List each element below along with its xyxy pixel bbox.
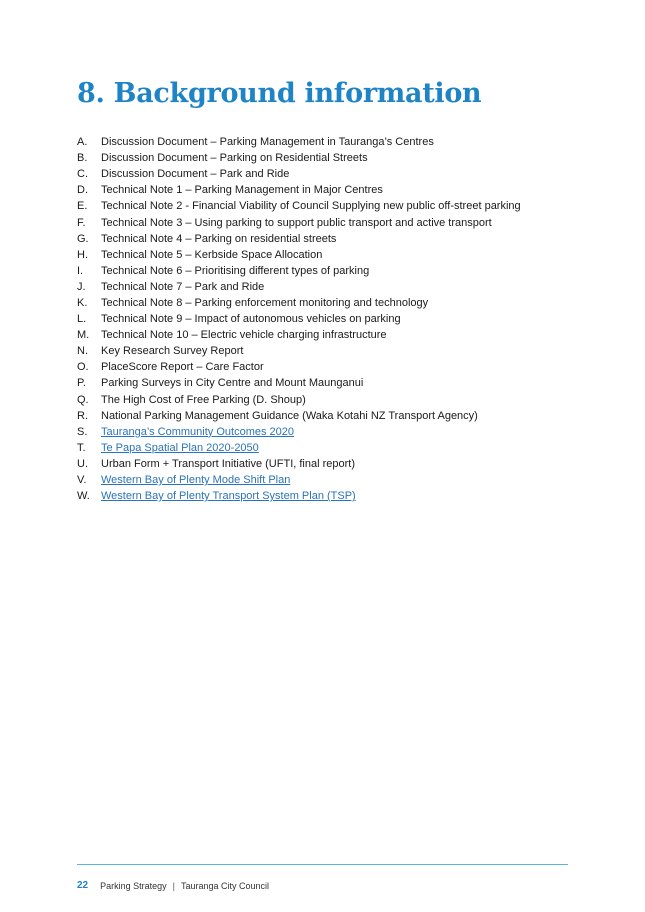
reference-letter: W. bbox=[77, 490, 90, 503]
reference-letter: V. bbox=[77, 474, 87, 487]
reference-letter: C. bbox=[77, 168, 88, 181]
reference-item bbox=[77, 134, 577, 150]
reference-letter: M. bbox=[77, 329, 90, 342]
page-number: 22 bbox=[77, 880, 89, 891]
reference-text: Technical Note 10 – Electric vehicle charging infrastructure bbox=[101, 329, 387, 342]
reference-item bbox=[77, 150, 577, 166]
reference-letter: R. bbox=[77, 409, 88, 422]
footer-document-title: Parking Strategy bbox=[100, 880, 167, 891]
reference-letter: A. bbox=[77, 136, 88, 149]
reference-item bbox=[77, 311, 577, 327]
footer-divider bbox=[77, 864, 568, 865]
reference-link[interactable]: Western Bay of Plenty Transport System Plan (TSP) bbox=[101, 490, 356, 503]
reference-text: Technical Note 5 – Kerbside Space Allocation bbox=[101, 248, 323, 261]
footer-organisation: Tauranga City Council bbox=[181, 880, 270, 891]
reference-letter: L. bbox=[77, 313, 87, 326]
reference-letter: I. bbox=[77, 264, 84, 277]
reference-item bbox=[77, 456, 577, 472]
reference-item bbox=[77, 247, 577, 263]
reference-item bbox=[77, 166, 577, 182]
reference-letter: U. bbox=[77, 457, 88, 470]
reference-letter: J. bbox=[77, 280, 86, 293]
reference-letter: F. bbox=[77, 216, 86, 229]
reference-text: Discussion Document – Parking Management in Tauranga’s Centres bbox=[101, 136, 434, 149]
reference-item bbox=[77, 359, 577, 375]
reference-text: Parking Surveys in City Centre and Mount Maunganui bbox=[101, 377, 364, 390]
reference-letter: O. bbox=[77, 361, 89, 374]
reference-item bbox=[77, 375, 577, 391]
reference-letter: B. bbox=[77, 152, 88, 165]
reference-item bbox=[77, 392, 577, 408]
page-title: 8. Background information bbox=[77, 78, 482, 109]
reference-item bbox=[77, 343, 577, 359]
reference-item bbox=[77, 182, 577, 198]
reference-item bbox=[77, 472, 577, 488]
reference-item bbox=[77, 440, 577, 456]
reference-text: The High Cost of Free Parking (D. Shoup) bbox=[101, 393, 306, 406]
reference-text: Technical Note 7 – Park and Ride bbox=[101, 280, 265, 293]
reference-letter: E. bbox=[77, 200, 88, 213]
reference-text: Technical Note 2 - Financial Viability of Council Supplying new public off-street parking bbox=[101, 200, 521, 213]
footer-separator: | bbox=[172, 880, 176, 891]
page-footer bbox=[77, 880, 269, 891]
reference-letter: S. bbox=[77, 425, 88, 438]
reference-letter: N. bbox=[77, 345, 88, 358]
reference-text: Technical Note 9 – Impact of autonomous vehicles on parking bbox=[101, 313, 401, 326]
reference-item bbox=[77, 424, 577, 440]
reference-item bbox=[77, 327, 577, 343]
reference-link[interactable]: Tauranga’s Community Outcomes 2020 bbox=[101, 425, 295, 438]
reference-text: Technical Note 1 – Parking Management in Major Centres bbox=[101, 184, 383, 197]
reference-item bbox=[77, 279, 577, 295]
reference-link[interactable]: Western Bay of Plenty Mode Shift Plan bbox=[101, 474, 291, 487]
reference-list bbox=[77, 134, 577, 504]
reference-text: Discussion Document – Park and Ride bbox=[101, 168, 290, 181]
reference-item bbox=[77, 295, 577, 311]
reference-text: Technical Note 3 – Using parking to support public transport and active transport bbox=[101, 216, 492, 229]
reference-text: Technical Note 4 – Parking on residential streets bbox=[101, 232, 337, 245]
reference-letter: G. bbox=[77, 232, 89, 245]
reference-item bbox=[77, 408, 577, 424]
reference-text: Urban Form + Transport Initiative (UFTI, final report) bbox=[101, 457, 355, 470]
reference-letter: H. bbox=[77, 248, 88, 261]
reference-letter: Q. bbox=[77, 393, 89, 406]
reference-letter: D. bbox=[77, 184, 88, 197]
reference-text: Technical Note 6 – Prioritising different types of parking bbox=[101, 264, 370, 277]
reference-text: Technical Note 8 – Parking enforcement monitoring and technology bbox=[101, 296, 429, 309]
reference-item bbox=[77, 198, 577, 214]
reference-letter: T. bbox=[77, 441, 86, 454]
reference-letter: K. bbox=[77, 296, 88, 309]
reference-letter: P. bbox=[77, 377, 86, 390]
reference-text: PlaceScore Report – Care Factor bbox=[101, 361, 264, 374]
reference-text: Key Research Survey Report bbox=[101, 345, 244, 358]
reference-link[interactable]: Te Papa Spatial Plan 2020-2050 bbox=[101, 441, 259, 454]
reference-text: National Parking Management Guidance (Waka Kotahi NZ Transport Agency) bbox=[101, 409, 478, 422]
reference-item bbox=[77, 231, 577, 247]
reference-item bbox=[77, 214, 577, 230]
reference-item bbox=[77, 488, 577, 504]
reference-item bbox=[77, 263, 577, 279]
reference-text: Discussion Document – Parking on Residential Streets bbox=[101, 152, 368, 165]
